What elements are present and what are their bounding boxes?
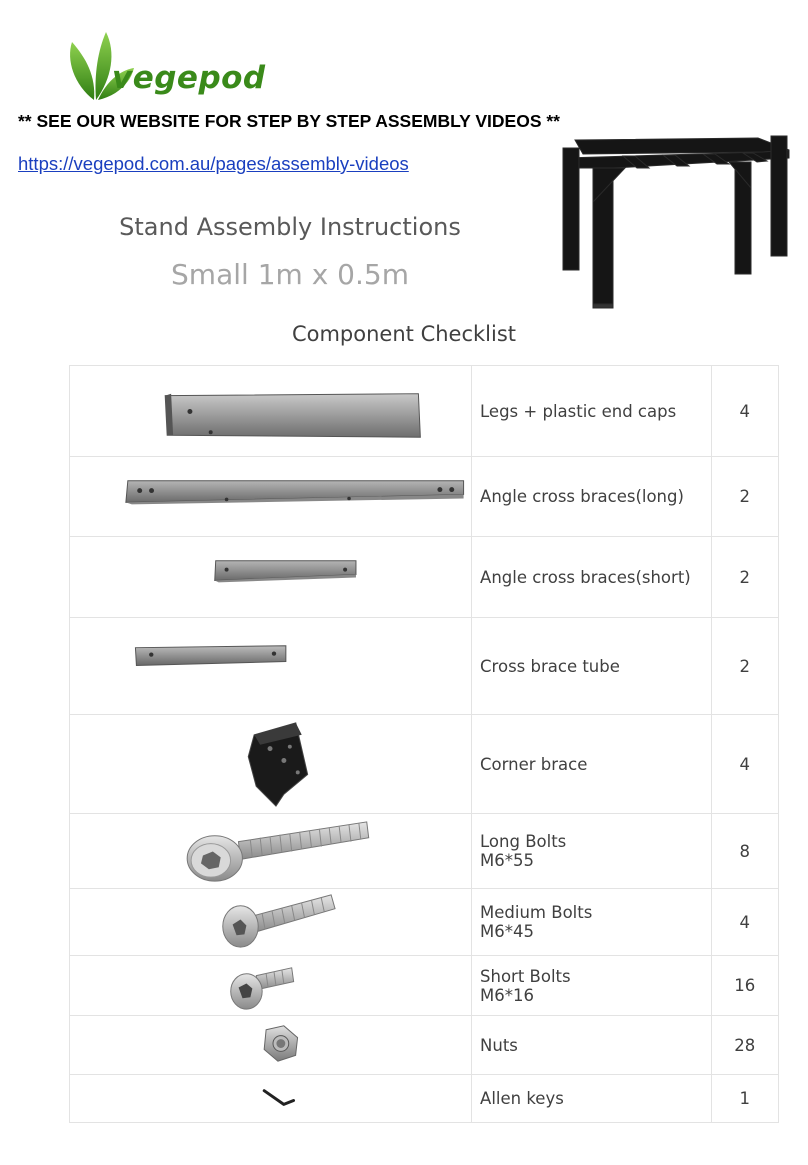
component-image-cell bbox=[70, 366, 472, 457]
component-name: Medium Bolts bbox=[480, 903, 593, 922]
component-checklist-table bbox=[69, 365, 779, 1123]
nut-image bbox=[70, 1016, 476, 1074]
component-qty: 4 bbox=[711, 889, 778, 956]
website-video-note: ** SEE OUR WEBSITE FOR STEP BY STEP ASSEMBLY VIDEOS ** bbox=[18, 111, 560, 131]
short-angle-brace-image bbox=[70, 537, 476, 617]
long-angle-brace-image bbox=[70, 457, 476, 536]
table-row bbox=[70, 715, 779, 814]
allen-key-image bbox=[70, 1075, 476, 1122]
component-image-cell bbox=[70, 1016, 472, 1075]
component-name: Angle cross braces(long) bbox=[480, 487, 684, 506]
table-row bbox=[70, 1016, 779, 1075]
component-qty: 16 bbox=[711, 956, 778, 1016]
component-qty: 1 bbox=[711, 1075, 778, 1123]
page-title: Stand Assembly Instructions bbox=[119, 213, 461, 241]
component-name: Cross brace tube bbox=[480, 656, 620, 676]
logo-wordmark: vegepod bbox=[112, 60, 266, 96]
component-name-cell bbox=[472, 814, 712, 889]
component-image-cell bbox=[70, 537, 472, 618]
component-qty: 4 bbox=[711, 366, 778, 457]
component-qty: 2 bbox=[711, 537, 778, 618]
component-qty: 8 bbox=[711, 814, 778, 889]
corner-brace-image bbox=[70, 715, 476, 813]
component-name-cell bbox=[472, 618, 712, 715]
table-row bbox=[70, 537, 779, 618]
assembly-videos-link[interactable]: https://vegepod.com.au/pages/assembly-videos bbox=[18, 153, 409, 174]
component-checklist-title: Component Checklist bbox=[291, 322, 517, 346]
component-image-cell bbox=[70, 618, 472, 715]
component-name-cell bbox=[472, 537, 712, 618]
component-size: M6*16 bbox=[480, 985, 535, 1005]
page-subtitle: Small 1m x 0.5m bbox=[171, 258, 409, 291]
component-name: Short Bolts bbox=[480, 966, 571, 986]
table-row bbox=[70, 1075, 779, 1123]
component-image-cell bbox=[70, 889, 472, 956]
short-bolt-image bbox=[70, 956, 476, 1015]
table-row bbox=[70, 814, 779, 889]
component-name-cell bbox=[472, 956, 712, 1016]
component-name: Corner brace bbox=[480, 754, 588, 774]
component-image-cell bbox=[70, 457, 472, 537]
table-row bbox=[70, 457, 779, 537]
component-qty: 28 bbox=[711, 1016, 778, 1075]
table-row bbox=[70, 366, 779, 457]
stand-product-image bbox=[553, 128, 795, 312]
table-row bbox=[70, 956, 779, 1016]
component-name: Legs + plastic end caps bbox=[480, 401, 677, 421]
component-name: Angle cross braces(short) bbox=[480, 567, 691, 587]
component-qty: 2 bbox=[711, 618, 778, 715]
component-qty: 4 bbox=[711, 715, 778, 814]
component-name: Allen keys bbox=[480, 1089, 564, 1108]
medium-bolt-image bbox=[70, 889, 476, 955]
component-name-cell bbox=[472, 1016, 712, 1075]
component-name-cell bbox=[472, 1075, 712, 1123]
component-name: Long Bolts bbox=[480, 832, 567, 851]
component-qty: 2 bbox=[711, 457, 778, 537]
component-size: M6*55 bbox=[480, 851, 535, 870]
component-image-cell bbox=[70, 1075, 472, 1123]
leg-tube-image bbox=[70, 366, 476, 456]
component-name: Nuts bbox=[480, 1035, 518, 1055]
component-name-cell bbox=[472, 457, 712, 537]
component-image-cell bbox=[70, 956, 472, 1016]
table-row bbox=[70, 618, 779, 715]
long-bolt-image bbox=[70, 814, 476, 888]
table-row bbox=[70, 889, 779, 956]
component-size: M6*45 bbox=[480, 922, 535, 941]
component-name-cell bbox=[472, 366, 712, 457]
component-image-cell bbox=[70, 715, 472, 814]
component-name-cell bbox=[472, 715, 712, 814]
component-name-cell bbox=[472, 889, 712, 956]
cross-brace-tube-image bbox=[70, 618, 476, 714]
component-image-cell bbox=[70, 814, 472, 889]
